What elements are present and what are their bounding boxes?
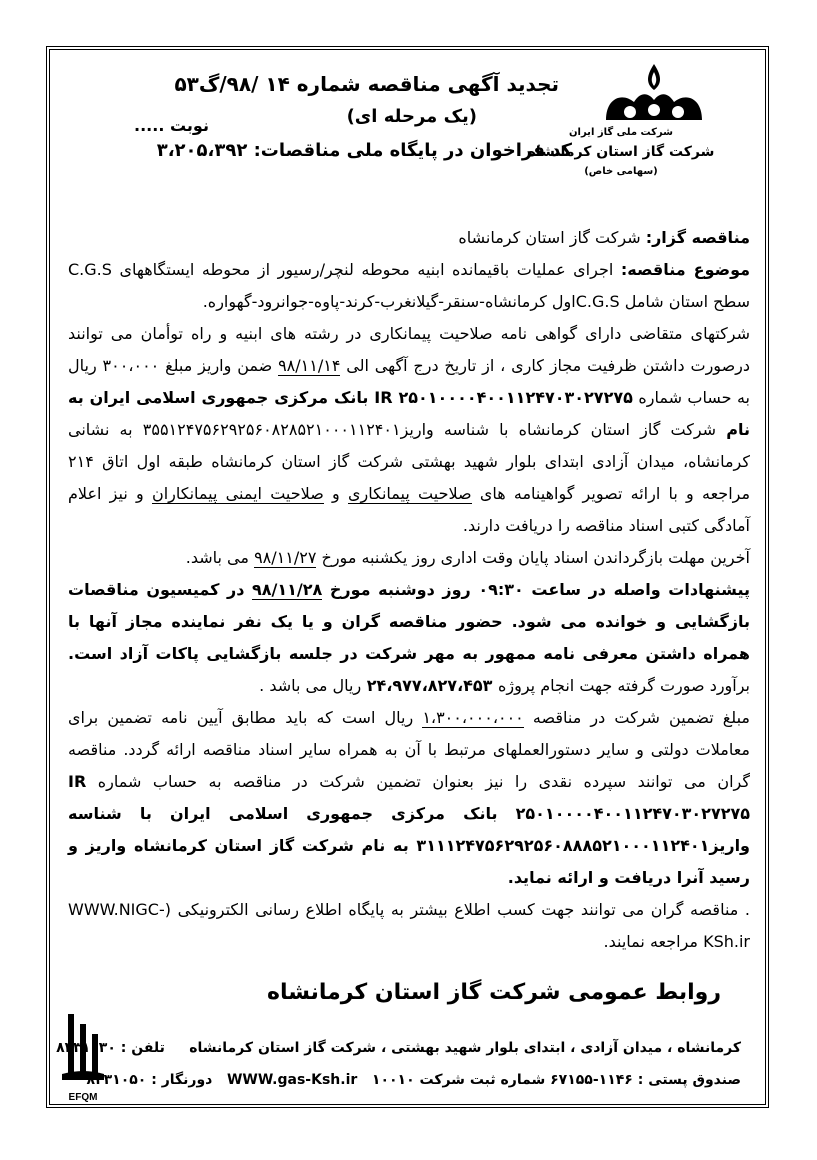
paragraph-guarantee: [68, 702, 750, 894]
website-text: . مناقصه گران می توانند جهت کسب اطلاع بیشتر به پایگاه اطلاع رسانی الکترونیکی: [177, 900, 751, 919]
public-relations-title: روابط عمومی شرکت گاز استان کرمانشاه: [266, 980, 721, 1005]
nigc-logo-icon: [596, 62, 716, 124]
guarantee-deposit: واریز۳۱۱۱۲۴۷۵۶۲۹۲۵۶۰۸۸۸۵۲۱۰۰۰۱۱۲۴۰۱ به نام شرکت گاز استان کرمانشاه واریز و رسید آنرا دریافت و ارائه نماید.: [68, 836, 750, 887]
paragraph-opening: [68, 574, 750, 702]
estimate-text: برآورد صورت گرفته جهت انجام پروژه: [498, 676, 750, 695]
efqm-label: EFQM: [68, 1092, 98, 1103]
guarantee-text: مبلغ تضمین شرکت در مناقصه: [532, 708, 750, 727]
paragraph-website: [68, 894, 750, 958]
payment-text: ضمن واریز مبلغ ۳۰۰،۰۰۰ ریال به حساب شماره: [68, 356, 751, 407]
return-date: ۹۸/۱۱/۲۷: [254, 548, 317, 567]
tenderer-line: [68, 222, 750, 254]
subject-line: [68, 254, 750, 318]
opening-date: ۹۸/۱۱/۲۸: [252, 580, 323, 599]
footer-website[interactable]: WWW.gas-Ksh.ir: [226, 1072, 358, 1088]
guarantee-account: IR ۲۵۰۱۰۰۰۰۴۰۰۱۱۲۴۷۰۳۰۲۷۲۷۵ بانک مرکزی جمهوری اسلامی ایران با شناسه: [68, 772, 750, 823]
notice-title: تجدید آگهی مناقصه شماره ۱۴ /۹۸/گ۵۳: [174, 72, 559, 96]
footer-contact-line: [87, 1072, 741, 1088]
logo-company-type: (سهامی خاص): [584, 166, 658, 177]
footer-phone: تلفن : ۸۲۳۱۰۳۰: [56, 1040, 165, 1056]
logo-company: شرکت ملی گاز ایران: [569, 127, 673, 138]
paragraph-eligibility: [68, 318, 750, 542]
tenderer-label: مناقصه گزار:: [645, 228, 750, 247]
deadline-date: ۹۸/۱۱/۱۴: [278, 356, 341, 375]
notice-subtitle: (یک مرحله ای): [346, 106, 477, 127]
call-code: کد فراخوان در پایگاه ملی مناقصات: ۳،۲۰۵،۳۹۲: [156, 140, 572, 161]
footer-postal: صندوق پستی : ۱۱۴۶-۶۷۱۵۵ شماره ثبت شرکت ۱۰۰۱۰: [371, 1072, 741, 1088]
website-end: مراجعه نمایند.: [603, 932, 698, 951]
logo-province-company: شرکت گاز استان کرمانشاه: [527, 144, 715, 160]
guarantee-details: ریال است که باید مطابق آیین نامه تضمین برای معاملات دولتی و سایر دستورالعملهای مرتبط با آن به همراه سایر اسناد مناقصه ارائه گردد. مناقصه گران می توانند سپرده نقدی را نیز بعنوان تضمین شرکت در مناقصه به حساب شماره: [68, 708, 750, 791]
estimate-amount: ۲۴،۹۷۷،۸۲۷،۴۵۳: [366, 676, 493, 695]
notice-body: [68, 222, 750, 958]
turn-number: نوبت .....: [134, 116, 209, 135]
estimate-end: ریال می باشد .: [259, 676, 362, 695]
conjunction: و: [332, 484, 340, 503]
subject-label: موضوع مناقصه:: [620, 260, 751, 279]
paragraph-return-deadline: [68, 542, 750, 574]
cert-safety: صلاحیت ایمنی پیمانکاران: [151, 484, 324, 503]
return-end: می باشد.: [185, 548, 249, 567]
footer-fax: دورنگار : ۸۲۳۱۰۵۰: [86, 1072, 213, 1088]
eligibility-text: شرکتهای متقاضی دارای گواهی نامه صلاحیت پیمانکاری در رشته های ابنیه و راه توأمان می توانند درصورت داشتن ظرفیت مجاز کاری ، از تاریخ درج آگهی الی: [68, 324, 751, 375]
efqm-logo-icon: [54, 1008, 112, 1104]
tenderer-value: شرکت گاز استان کرمانشاه: [458, 228, 641, 247]
footer-address: کرمانشاه ، میدان آزادی ، ابتدای بلوار شهید بهشتی ، شرکت گاز استان کرمانشاه: [189, 1040, 741, 1056]
return-text: آخرین مهلت بازگرداندن اسناد پایان وقت اداری روز یکشنبه مورخ: [321, 548, 750, 567]
website-link[interactable]: (WWW.NIGC-KSh.ir: [68, 900, 750, 951]
account-number: IR ۲۵۰۱۰۰۰۰۴۰۰۱۱۲۴۷۰۳۰۲۷۲۷۵ بانک مرکزی جمهوری اسلامی ایران به نام: [68, 388, 751, 439]
subject-value: اجرای عملیات باقیمانده ابنیه محوطه لنچر/رسیور از محوطه ایستگاههای C.G.S سطح استان شامل C.G.Sاول کرمانشاه-سنقر-گیلانغرب-کرند-پاوه-جوانرود-گهواره.: [68, 260, 750, 311]
opening-details: در کمیسیون مناقصات بازگشایی و خوانده می شود. حضور مناقصه گران و یا یک نفر نماینده مجاز آنها با همراه داشتن معرفی نامه ممهور به مهر شرکت در جلسه بازگشایی پاکات آزاد است.: [68, 580, 750, 663]
readiness-text: و نیز اعلام آمادگی کتبی اسناد مناقصه را دریافت دارند.: [68, 484, 750, 535]
cert-contracting: صلاحیت پیمانکاری: [347, 484, 472, 503]
guarantee-amount: ۱،۳۰۰،۰۰۰،۰۰۰: [422, 708, 524, 727]
footer-address-line: [56, 1040, 741, 1056]
opening-text: پیشنهادات واصله در ساعت ۰۹:۳۰ روز دوشنبه مورخ: [329, 580, 750, 599]
address-text: شرکت گاز استان کرمانشاه با شناسه واریز۳۵۵۱۲۴۷۵۶۲۹۲۵۶۰۸۲۸۵۲۱۰۰۰۱۱۲۴۰۱ به نشانی کرمانشاه، میدان آزادی ابتدای بلوار شهید بهشتی شرکت گاز استان کرمانشاه طبقه اول اتاق ۲۱۴ مراجعه و با ارائه تصویر گواهینامه های: [68, 420, 751, 503]
